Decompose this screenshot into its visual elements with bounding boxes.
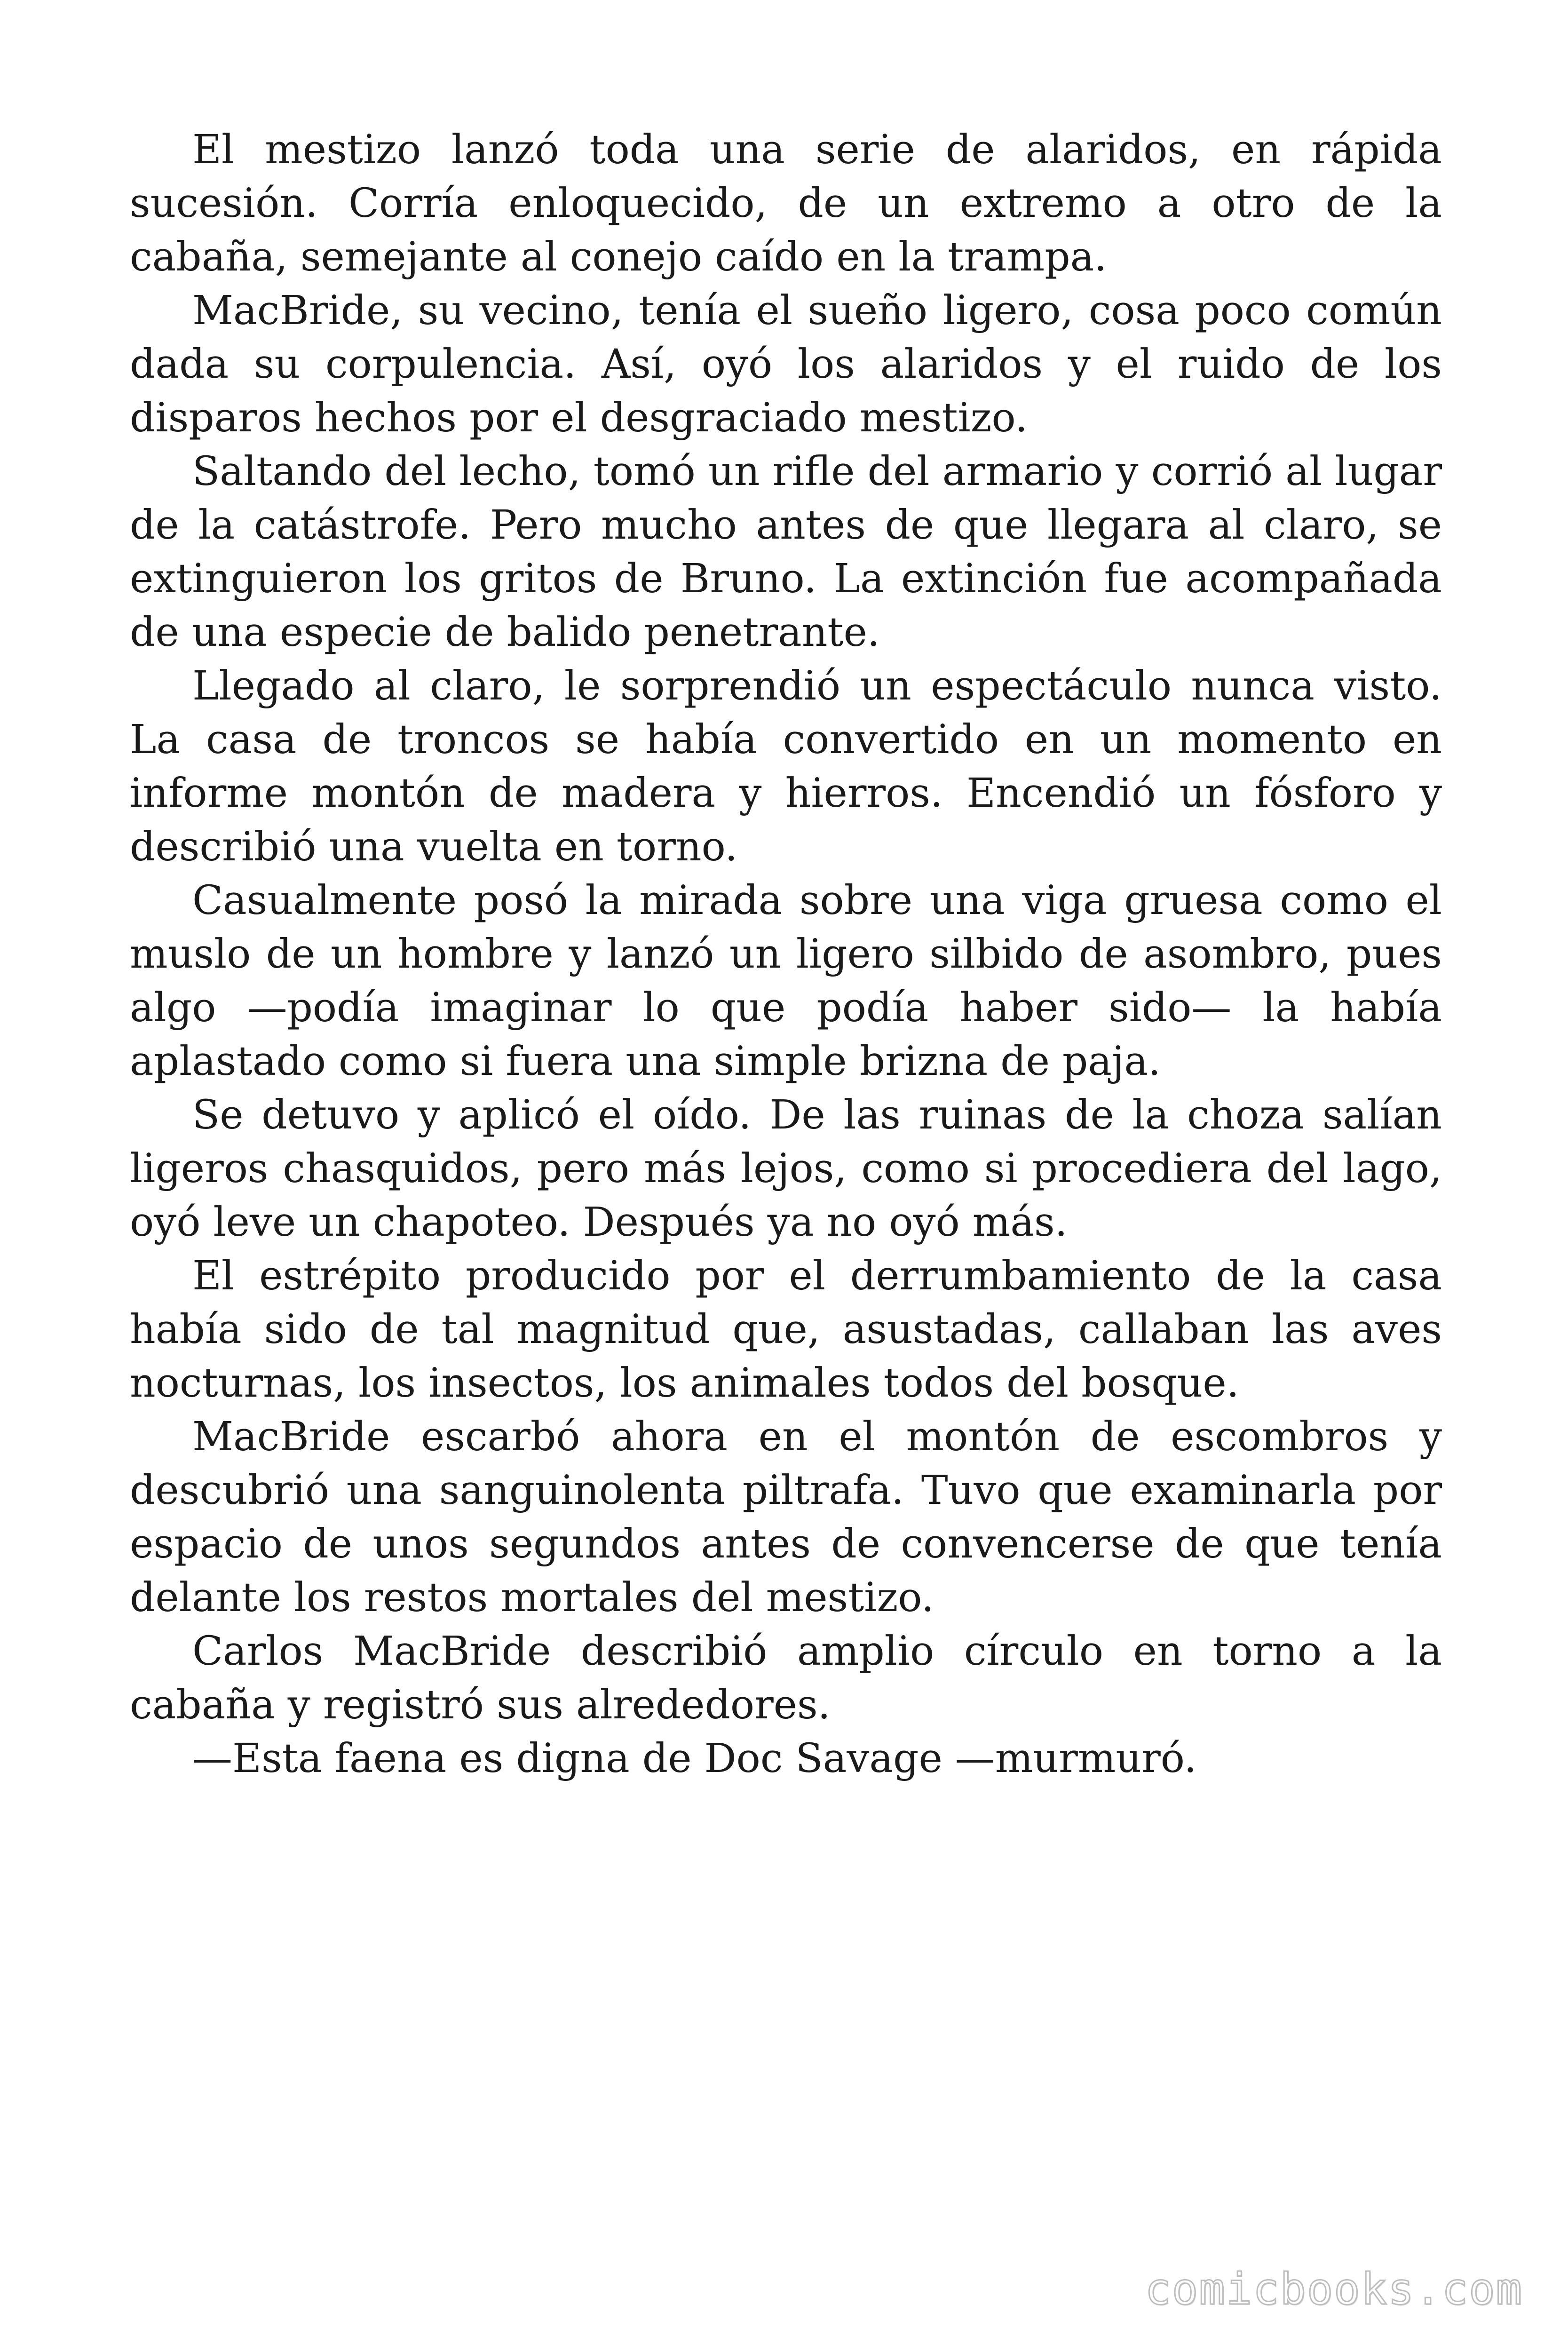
paragraph-5: Casualmente posó la mirada sobre una viga gruesa como el muslo de un hombre y lanzó un ligero silbido de asombro, pues algo —podía imaginar lo que podía haber sido— la había aplastado como si fuera una simple brizna de paja. xyxy=(130,877,1442,1085)
paragraph-2: MacBride, su vecino, tenía el sueño ligero, cosa poco común dada su corpulencia. Así, oyó los alaridos y el ruido de los disparos hechos por el desgraciado mestizo. xyxy=(130,287,1442,441)
paragraph-1: El mestizo lanzó toda una serie de alaridos, en rápida sucesión. Corría enloquecido, de un extremo a otro de la cabaña, semejante al conejo caído en la trampa. xyxy=(130,127,1442,280)
paragraph-3: Saltando del lecho, tomó un rifle del armario y corrió al lugar de la catástrofe. Pero mucho antes de que llegara al claro, se extinguieron los gritos de Bruno. La extinción fue acompañada de una especie de balido penetrante. xyxy=(130,448,1442,656)
paragraph-10: —Esta faena es digna de Doc Savage —murmuró. xyxy=(192,1735,1197,1782)
paragraph-6: Se detuvo y aplicó el oído. De las ruinas de la choza salían ligeros chasquidos, pero más lejos, como si procediera del lago, oyó leve un chapoteo. Después ya no oyó más. xyxy=(130,1092,1442,1246)
paragraph-4: Llegado al claro, le sorprendió un espectáculo nunca visto. La casa de troncos se había convertido en un momento en informe montón de madera y hierros. Encendió un fósforo y describió una vuelta en torno. xyxy=(130,663,1442,870)
paragraph-7: El estrépito producido por el derrumbamiento de la casa había sido de tal magnitud que, asustadas, callaban las aves nocturnas, los insectos, los animales todos del bosque. xyxy=(130,1253,1442,1406)
paragraph-8: MacBride escarbó ahora en el montón de escombros y descubrió una sanguinolenta piltrafa. Tuvo que examinarla por espacio de unos segundos antes de convencerse de que tenía delante los restos mortales del mestizo. xyxy=(130,1414,1442,1621)
watermark: comicbooks.com xyxy=(1145,2264,1523,2314)
paragraph-9: Carlos MacBride describió amplio círculo en torno a la cabaña y registró sus alrededores. xyxy=(130,1628,1442,1728)
page-text xyxy=(130,123,1442,1786)
